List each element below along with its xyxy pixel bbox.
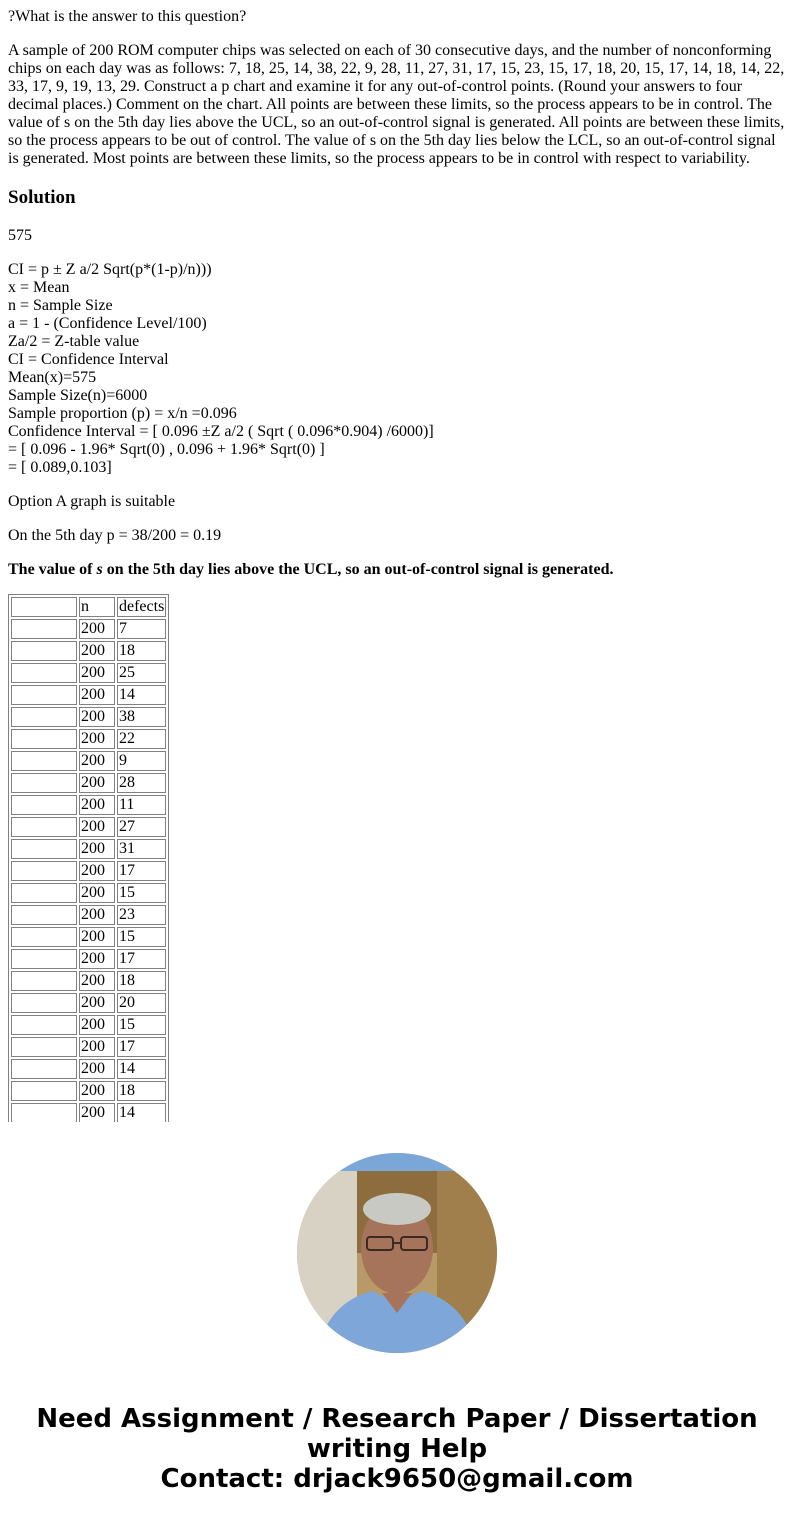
table-cell: 200	[79, 1037, 115, 1057]
table-cell	[11, 861, 77, 881]
table-cell: 31	[117, 839, 166, 859]
table-cell	[11, 685, 77, 705]
formula-block	[8, 261, 786, 477]
formula-line: Confidence Interval = [ 0.096 ±Z a/2 ( Sqrt ( 0.096*0.904) /6000)]	[8, 423, 434, 440]
table-cell: 200	[79, 795, 115, 815]
formula-line: CI = p ± Z a/2 Sqrt(p*(1-p)/n)))	[8, 261, 212, 278]
table-cell	[11, 905, 77, 925]
document-content	[8, 0, 786, 595]
table-row	[11, 707, 166, 727]
table-row	[11, 663, 166, 683]
table-row	[11, 861, 166, 881]
formula-line: = [ 0.096 - 1.96* Sqrt(0) , 0.096 + 1.96* Sqrt(0) ]	[8, 441, 325, 458]
table-cell: 200	[79, 883, 115, 903]
table-cell: 27	[117, 817, 166, 837]
table-row	[11, 1103, 166, 1122]
table-cell: 9	[117, 751, 166, 771]
table-cell: 18	[117, 1081, 166, 1101]
formula-line: a = 1 - (Confidence Level/100)	[8, 315, 207, 332]
table-row	[11, 685, 166, 705]
table-cell	[11, 619, 77, 639]
table-row	[11, 993, 166, 1013]
table-cell: 200	[79, 993, 115, 1013]
question-title: ?What is the answer to this question?	[8, 8, 247, 25]
table-row	[11, 927, 166, 947]
formula-line: CI = Confidence Interval	[8, 351, 169, 368]
table-row	[11, 1037, 166, 1057]
table-cell: 200	[79, 1059, 115, 1079]
table-cell: 200	[79, 773, 115, 793]
table-header-cell: n	[79, 597, 115, 617]
table-cell: 17	[117, 861, 166, 881]
table-row	[11, 1015, 166, 1035]
footer-contact: Contact: drjack9650@gmail.com	[160, 1464, 634, 1494]
author-avatar	[297, 1153, 497, 1353]
formula-line: Sample proportion (p) = x/n =0.096	[8, 405, 237, 422]
table-cell: 15	[117, 883, 166, 903]
table-cell	[11, 751, 77, 771]
table-cell: 23	[117, 905, 166, 925]
table-cell	[11, 817, 77, 837]
formula-line: x = Mean	[8, 279, 70, 296]
option-text: Option A graph is suitable	[8, 493, 176, 510]
table-cell: 200	[79, 1081, 115, 1101]
conclusion-part-1: The value of	[8, 561, 97, 578]
fifth-day-text: On the 5th day p = 38/200 = 0.19	[8, 527, 222, 544]
table-cell: 14	[117, 685, 166, 705]
formula-line: Za/2 = Z-table value	[8, 333, 140, 350]
table-cell: 7	[117, 619, 166, 639]
solution-total: 575	[8, 227, 32, 244]
solution-heading: Solution	[8, 187, 76, 208]
table-row	[11, 839, 166, 859]
question-body: A sample of 200 ROM computer chips was selected on each of 30 consecutive days, and the number of nonconforming chips on each day was as follows: 7, 18, 25, 14, 38, 22, 9, 28, 11, 27, 31, 17, 15, 23, 15, 17, 18, 20, 15, 17, 14, 18, 14, 22, 33, 17, 9, 19, 13, 29. Construct a p chart and examine it for any out-of-control points. (Round your answers to four decimal places.) Comment on the chart. All points are between these limits, so the process appears to be in control. The value of s on the 5th day lies above the UCL, so an out-of-control signal is generated. All points are between these limits, so the process appears to be out of control. The value of s on the 5th day lies below the LCL, so an out-of-control signal is generated. Most points are between these limits, so the process appears to be in control with respect to variability.	[8, 42, 785, 167]
table-cell: 200	[79, 949, 115, 969]
table-cell: 200	[79, 685, 115, 705]
table-cell: 15	[117, 927, 166, 947]
table-cell	[11, 729, 77, 749]
table-row	[11, 751, 166, 771]
table-cell: 17	[117, 949, 166, 969]
table-row	[11, 883, 166, 903]
table-row	[11, 795, 166, 815]
table-cell: 200	[79, 619, 115, 639]
table-cell: 200	[79, 839, 115, 859]
table-cell: 25	[117, 663, 166, 683]
table-cell: 200	[79, 817, 115, 837]
table-cell: 17	[117, 1037, 166, 1057]
table-cell	[11, 927, 77, 947]
table-cell: 200	[79, 1103, 115, 1122]
table-cell: 200	[79, 663, 115, 683]
table-cell	[11, 641, 77, 661]
table-cell	[11, 883, 77, 903]
table-cell: 200	[79, 861, 115, 881]
data-table	[8, 594, 169, 1122]
table-cell	[11, 795, 77, 815]
table-cell: 200	[79, 729, 115, 749]
conclusion-variable: s	[96, 561, 103, 578]
table-cell: 28	[117, 773, 166, 793]
table-cell: 200	[79, 927, 115, 947]
table-cell: 22	[117, 729, 166, 749]
formula-line: = [ 0.089,0.103]	[8, 459, 112, 476]
table-cell	[11, 773, 77, 793]
table-row	[11, 971, 166, 991]
footer-line-1: Need Assignment / Research Paper / Dissertation	[36, 1404, 758, 1434]
table-cell: 18	[117, 971, 166, 991]
table-cell: 200	[79, 641, 115, 661]
table-row	[11, 949, 166, 969]
table-row	[11, 1081, 166, 1101]
table-header-cell: defects	[119, 598, 165, 615]
table-cell	[11, 1081, 77, 1101]
table-cell: 38	[117, 707, 166, 727]
formula-line: Sample Size(n)=6000	[8, 387, 148, 404]
promo-footer	[0, 1404, 794, 1494]
table-cell: 200	[79, 751, 115, 771]
table-cell: 200	[79, 707, 115, 727]
table-cell: 200	[79, 971, 115, 991]
formula-line: n = Sample Size	[8, 297, 113, 314]
table-row	[11, 905, 166, 925]
table-row	[11, 773, 166, 793]
table-cell: 15	[117, 1015, 166, 1035]
table-cell	[11, 1037, 77, 1057]
table-cell	[11, 949, 77, 969]
table-cell: 14	[117, 1103, 166, 1122]
table-header-row	[11, 597, 166, 617]
table-cell: 14	[117, 1059, 166, 1079]
table-cell	[11, 839, 77, 859]
table-cell: 18	[117, 641, 166, 661]
table-cell	[11, 971, 77, 991]
table-cell	[11, 1103, 77, 1122]
table-cell: 200	[79, 905, 115, 925]
table-cell: 20	[117, 993, 166, 1013]
conclusion-text	[8, 561, 786, 579]
table-row	[11, 817, 166, 837]
table-cell	[11, 707, 77, 727]
author-photo	[297, 1153, 497, 1353]
formula-line: Mean(x)=575	[8, 369, 97, 386]
footer-line-2: writing Help	[306, 1434, 488, 1464]
table-row	[11, 641, 166, 661]
table-cell	[11, 663, 77, 683]
table-cell	[11, 1015, 77, 1035]
data-table-container	[8, 594, 169, 1122]
table-cell: 200	[79, 1015, 115, 1035]
table-cell: 11	[117, 795, 166, 815]
table-cell	[11, 1059, 77, 1079]
conclusion-part-2: on the 5th day lies above the UCL, so an out-of-control signal is generated.	[102, 561, 614, 578]
table-header-cell	[11, 597, 77, 617]
table-row	[11, 619, 166, 639]
table-row	[11, 729, 166, 749]
table-row	[11, 1059, 166, 1079]
table-cell	[11, 993, 77, 1013]
